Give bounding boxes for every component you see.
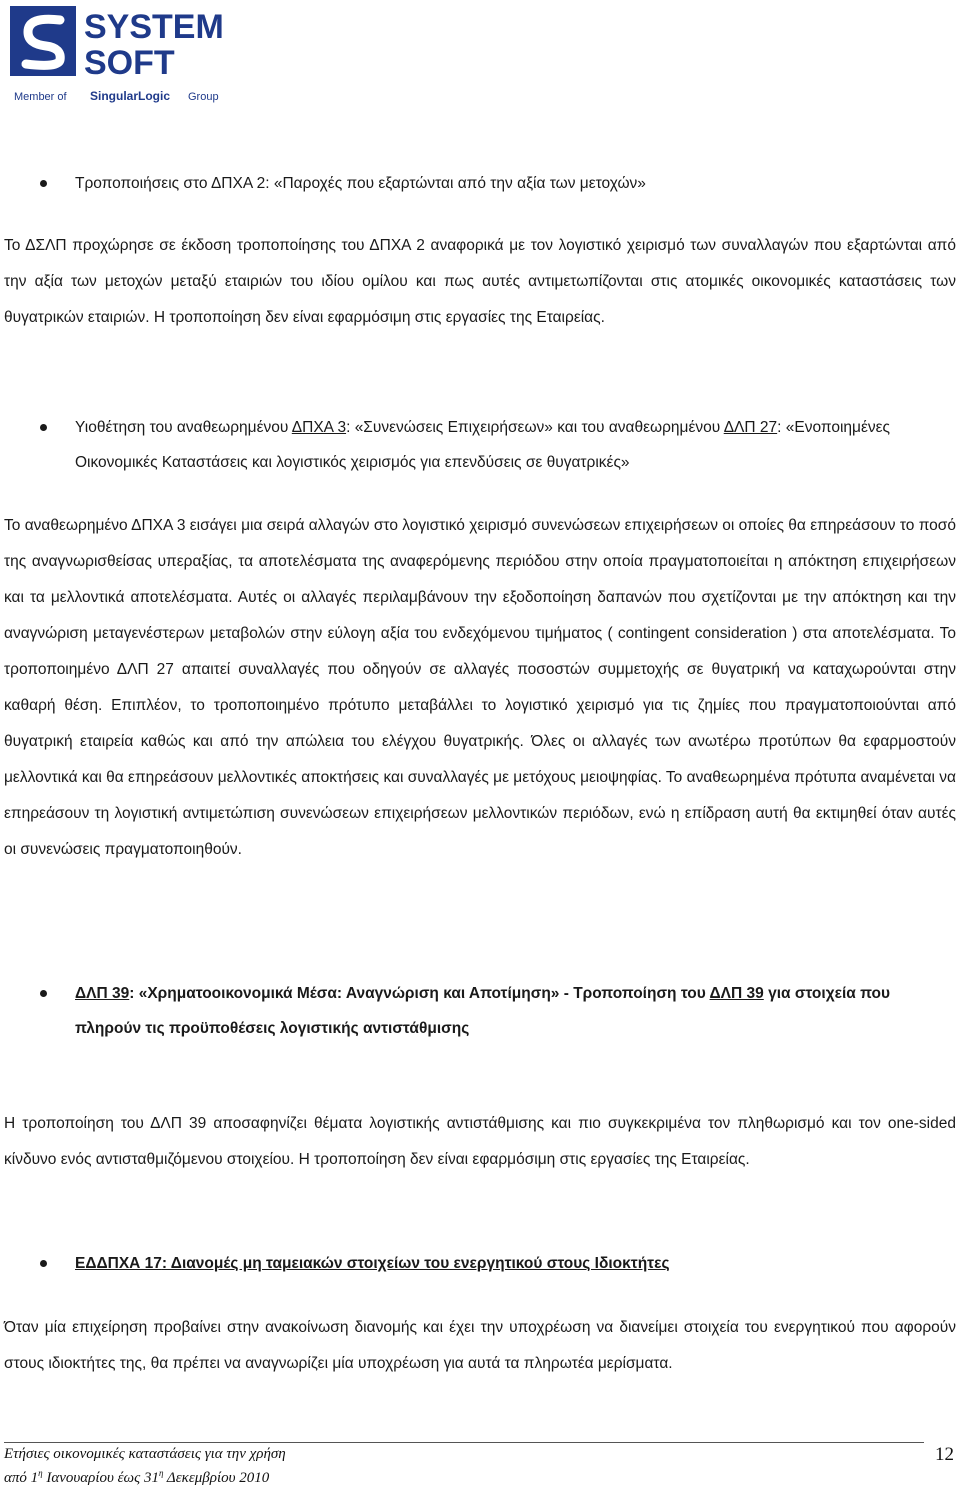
section2-paragraph: Το αναθεωρημένο ΔΠΧΑ 3 εισάγει μια σειρά αλλαγών στο λογιστικό χειρισμό συνενώσεων επιχειρήσεων οι οποίες θα επηρεάσουν το ποσό της αναγνωρισθείσας υπεραξίας, τα αποτελέσματα της αναφερόμενης περιόδου στην οποία πραγματοποιείται η απόκτηση επιχειρήσεων και τα μελλοντικά αποτελέσματα. Αυτές οι αλλαγές περιλαμβάνουν την εξοδοποίηση δαπανών που σχετίζονται με την απόκτηση και την αναγνώριση μεταγενέστερων μεταβολών στην εύλογη αξία του ενδεχόμενου τιμήματος ( contingent consideration ) στα αποτελέσματα. Το τροποποιημένο ΔΛΠ 27 απαιτεί συναλλαγές που οδηγούν σε αλλαγές ποσοστών συμμετοχής σε θυγατρική να καταχωρούνται στην καθαρή θέση. Επιπλέον, το τροποποιημένο πρότυπο μεταβάλλει το λογιστικό χειρισμό για τις ζημίες που πραγματοποιούνται από θυγατρική εταιρεία καθώς και από την απώλεια του ελέγχου θυγατρικής. Όλες οι αλλαγές των ανωτέρω προτύπων θα εφαρμοστούν μελλοντικά και θα επηρεάσουν μελλοντικές αποκτήσεις και συναλλαγές με μετόχους μειοψηφίας. Το αναθεωρημένα πρότυπα αναμένεται να επηρεάσουν τη λογιστική αντιμετώπιση συνενώσεων επιχειρήσεων μελλοντικών περιόδων, ενώ η επίδραση αυτή θα εκτιμηθεί όταν αυτές οι συνενώσεις πραγματοποιηθούν. <box>4 517 956 858</box>
bullet-icon <box>40 1260 47 1267</box>
page-number: 12 <box>935 1444 954 1465</box>
system-soft-logo <box>10 2 232 106</box>
section1-heading: Τροποποιήσεις στο ΔΠΧΑ 2: «Παροχές που εξαρτώνται από την αξία των μετοχών» <box>75 175 646 192</box>
section1-heading-item <box>4 166 956 201</box>
section1-paragraph: Το ΔΣΛΠ προχώρησε σε έκδοση τροποποίησης του ΔΠΧΑ 2 αναφορικά με τον λογιστικό χειρισμό των συναλλαγών που εξαρτώνται από την αξία των μετοχών μεταξύ εταιριών του ιδίου ομίλου και πως αυτές αντιμετωπίζονται στις ατομικές οικονομικές καταστάσεις των θυγατρικών εταιριών. Η τροποποίηση δεν είναι εφαρμόσιμη στις εργασίες της Εταιρείας. <box>4 237 956 326</box>
section4-paragraph: Όταν μία επιχείρηση προβαίνει στην ανακοίνωση διανομής και έχει την υποχρέωση να διανείμει στοιχεία του ενεργητικού που αφορούν στους ιδιοκτήτες της, θα πρέπει να αναγνωρίζει μία υποχρέωση για αυτά τα πληρωτέα μερίσματα. <box>4 1319 956 1372</box>
logo-member-brand: SingularLogic <box>90 89 171 103</box>
section2-heading-item <box>4 410 956 480</box>
section3-paragraph: Η τροποποίηση του ΔΛΠ 39 αποσαφηνίζει θέματα λογιστικής αντιστάθμισης και πιο συγκεκριμένα τον πληθωρισμό και τον one-sided κίνδυνο ενός αντισταθμιζόμενου στοιχείου. Η τροποποίηση δεν είναι εφαρμόσιμη στις εργασίες της Εταιρείας. <box>4 1115 956 1168</box>
logo-member-prefix: Member of <box>14 91 67 103</box>
section3-heading: ΔΛΠ 39: «Χρηματοοικονομικά Μέσα: Αναγνώριση και Αποτίμηση» - Τροποποίηση του ΔΛΠ 39 για στοιχεία που πληρούν τις προϋποθέσεις λογιστικής αντιστάθμισης <box>75 985 891 1037</box>
bullet-icon <box>40 424 47 431</box>
logo-line1: SYSTEM <box>84 8 224 46</box>
footer-period: από $1^\eta$ Ιανουαρίου έως $31^\eta$ Δεκεμβρίου 2010 <box>4 1468 270 1486</box>
bullet-icon <box>40 180 47 187</box>
footer-title: Ετήσιες οικονομικές καταστάσεις για την χρήση <box>4 1446 286 1462</box>
section3-heading-item <box>4 976 956 1046</box>
bullet-icon <box>40 990 47 997</box>
section2-heading: Υιοθέτηση του αναθεωρημένου ΔΠΧΑ 3: «Συνενώσεις Επιχειρήσεων» και του αναθεωρημένου ΔΛΠ 27: «Ενοποιημένες Οικονομικές Καταστάσεις και λογιστικός χειρισμός για επενδύσεις σε θυγατρικές» <box>75 419 891 471</box>
section4-heading-item <box>4 1246 956 1281</box>
logo-member-suffix: Group <box>188 91 219 103</box>
logo-line2: SOFT <box>84 44 175 82</box>
section4-heading: ΕΔΔΠΧΑ 17: Διανομές μη ταμειακών στοιχείων του ενεργητικού στους Ιδιοκτήτες <box>75 1255 670 1272</box>
footer-divider <box>4 1442 924 1443</box>
